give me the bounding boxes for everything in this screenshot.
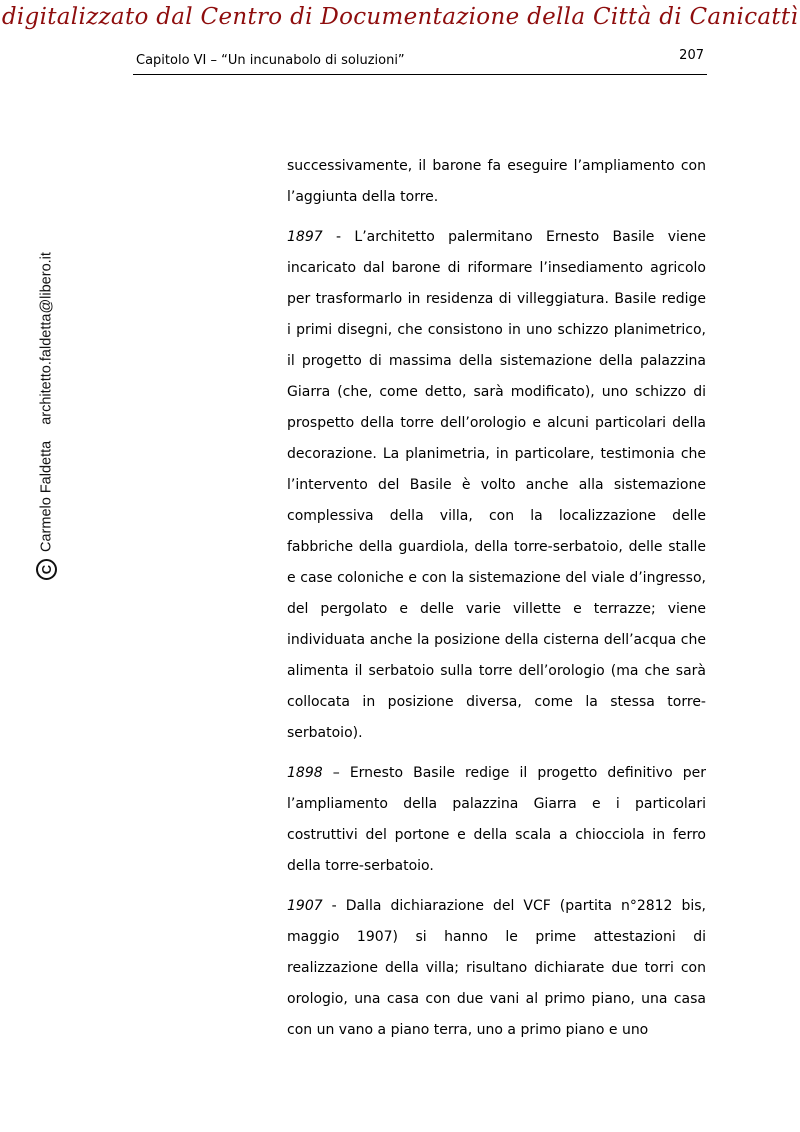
paragraph-text: Ernesto Basile redige il progetto definitivo per l’ampliamento della palazzina Giarra e i particolari costruttivi del portone e della scala a chiocciola in ferro della torre-serbatoio. — [287, 765, 706, 874]
separator: - — [322, 898, 346, 914]
year-label: 1897 — [287, 229, 323, 245]
page-number: 207 — [679, 48, 704, 63]
author-email: architetto.faldetta@libero.it — [38, 252, 55, 425]
chapter-title: Capitolo VI – “Un incunabolo di soluzioni” — [136, 53, 405, 68]
paragraph-text: Dalla dichiarazione del VCF (partita n°2812 bis, maggio 1907) si hanno le prime attestazioni di realizzazione della villa; risultano dichiarate due torri con orologio, una casa con due vani al primo piano, una casa con un vano a piano terra, uno a primo piano e uno — [287, 898, 707, 1038]
digitization-watermark: digitalizzato dal Centro di Documentazione della Città di Canicattì — [1, 4, 799, 30]
paragraph-continuation: successivamente, il barone fa eseguire l’ampliamento con l’aggiunta della torre. — [287, 158, 706, 205]
paragraph-1898 — [287, 758, 706, 882]
year-label: 1907 — [287, 898, 323, 914]
author-name: Carmelo Faldetta — [38, 440, 55, 552]
page-header — [133, 48, 707, 75]
paragraph-1907 — [287, 891, 706, 1046]
copyright-icon: C — [36, 559, 57, 580]
side-credit — [36, 252, 57, 580]
body-text — [287, 151, 706, 1055]
separator: – — [322, 765, 350, 781]
separator: - — [322, 229, 355, 245]
year-label: 1898 — [287, 765, 323, 781]
paragraph-1897 — [287, 222, 706, 749]
paragraph-text: L’architetto palermitano Ernesto Basile viene incaricato dal barone di riformare l’insediamento agricolo per trasformarlo in residenza di villeggiatura. Basile redige i primi disegni, che consistono in uno schizzo planimetrico, il progetto di massima della sistemazione della palazzina Giarra (che, come detto, sarà modificato), uno schizzo di prospetto della torre dell’orologio e alcuni particolari della decorazione. La planimetria, in particolare, testimonia che l’intervento del Basile è volto anche alla sistemazione complessiva della villa, con la localizzazione delle fabbriche della guardiola, della torre-serbatoio, delle stalle e case coloniche e con la sistemazione del viale d’ingresso, del pergolato e delle varie villette e terrazze; viene individuata anche la posizione della cisterna dell’acqua che alimenta il serbatoio sulla torre dell’orologio (ma che sarà collocata in posizione diversa, come la stessa torre-serbatoio). — [287, 229, 706, 741]
